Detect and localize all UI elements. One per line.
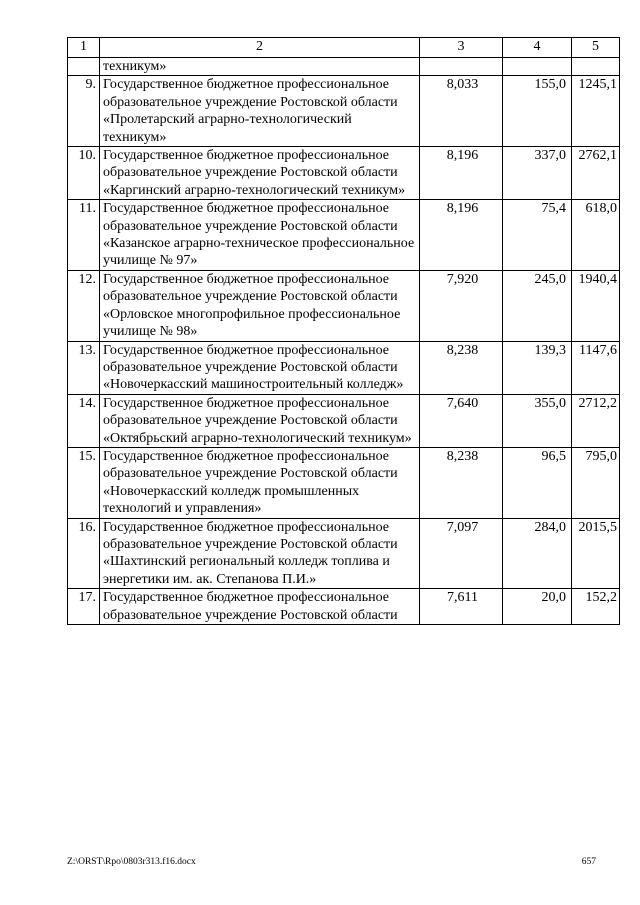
value-cell: 8,196 [420,200,503,271]
value-cell: 284,0 [503,518,572,589]
value-cell: 96,5 [503,447,572,518]
value-cell: 7,097 [420,518,503,589]
value-cell [503,58,572,76]
table-row [68,270,620,341]
value-cell: 1147,6 [572,341,620,394]
table-row [68,447,620,518]
table-row [68,147,620,200]
value-cell: 245,0 [503,270,572,341]
value-cell: 8,196 [420,147,503,200]
value-cell: 8,033 [420,76,503,147]
table-row [68,394,620,447]
institution-name-cell: Государственное бюджетное профессиональное образовательное учреждение Ростовской области «Октябрьский аграрно-технологический техникум» [100,394,420,447]
value-cell: 152,2 [572,589,620,625]
value-cell: 7,640 [420,394,503,447]
header-cell: 4 [503,38,572,58]
row-number-cell: 10. [68,147,100,200]
row-number-cell: 9. [68,76,100,147]
institution-name-cell: Государственное бюджетное профессиональное образовательное учреждение Ростовской области [100,589,420,625]
value-cell: 7,920 [420,270,503,341]
institution-name-cell: Государственное бюджетное профессиональное образовательное учреждение Ростовской области «Новочеркасский машиностроительный колледж» [100,341,420,394]
value-cell: 618,0 [572,200,620,271]
table-row [68,200,620,271]
institution-name-cell: Государственное бюджетное профессиональное образовательное учреждение Ростовской области «Казанское аграрно-техническое профессиональное училище № 97» [100,200,420,271]
footer-page-number: 657 [581,857,596,867]
row-number-cell: 12. [68,270,100,341]
row-number-cell: 14. [68,394,100,447]
continuation-cell: техникум» [100,58,420,76]
value-cell: 355,0 [503,394,572,447]
table-row [68,341,620,394]
header-cell: 3 [420,38,503,58]
header-row [68,38,620,58]
row-number-cell: 16. [68,518,100,589]
value-cell [572,58,620,76]
row-number-cell: 15. [68,447,100,518]
table-row [68,589,620,625]
row-number-cell [68,58,100,76]
row-number-cell: 17. [68,589,100,625]
value-cell: 795,0 [572,447,620,518]
institution-name-cell: Государственное бюджетное профессиональное образовательное учреждение Ростовской области «Новочеркасский колледж промышленных технологий и управления» [100,447,420,518]
row-number-cell: 13. [68,341,100,394]
table-row [68,76,620,147]
institution-name-cell: Государственное бюджетное профессиональное образовательное учреждение Ростовской области «Шахтинский региональный колледж топлива и энергетики им. ак. Степанова П.И.» [100,518,420,589]
value-cell: 7,611 [420,589,503,625]
value-cell: 1245,1 [572,76,620,147]
row-number-cell: 11. [68,200,100,271]
header-cell: 5 [572,38,620,58]
value-cell: 8,238 [420,341,503,394]
header-cell: 1 [68,38,100,58]
institution-name-cell: Государственное бюджетное профессиональное образовательное учреждение Ростовской области «Каргинский аграрно-технологический техникум» [100,147,420,200]
continuation-row [68,58,620,76]
value-cell: 1940,4 [572,270,620,341]
value-cell: 139,3 [503,341,572,394]
institution-name-cell: Государственное бюджетное профессиональное образовательное учреждение Ростовской области «Пролетарский аграрно-технологический техникум» [100,76,420,147]
header-cell: 2 [100,38,420,58]
value-cell: 2712,2 [572,394,620,447]
institution-name-cell: Государственное бюджетное профессиональное образовательное учреждение Ростовской области «Орловское многопрофильное профессиональное училище № 98» [100,270,420,341]
value-cell: 8,238 [420,447,503,518]
value-cell: 337,0 [503,147,572,200]
value-cell: 2762,1 [572,147,620,200]
value-cell: 20,0 [503,589,572,625]
value-cell: 2015,5 [572,518,620,589]
value-cell [420,58,503,76]
value-cell: 75,4 [503,200,572,271]
value-cell: 155,0 [503,76,572,147]
table-row [68,518,620,589]
footer-file-path: Z:\ORST\Rpo\0803r313.f16.docx [67,857,196,867]
data-table [67,37,620,625]
